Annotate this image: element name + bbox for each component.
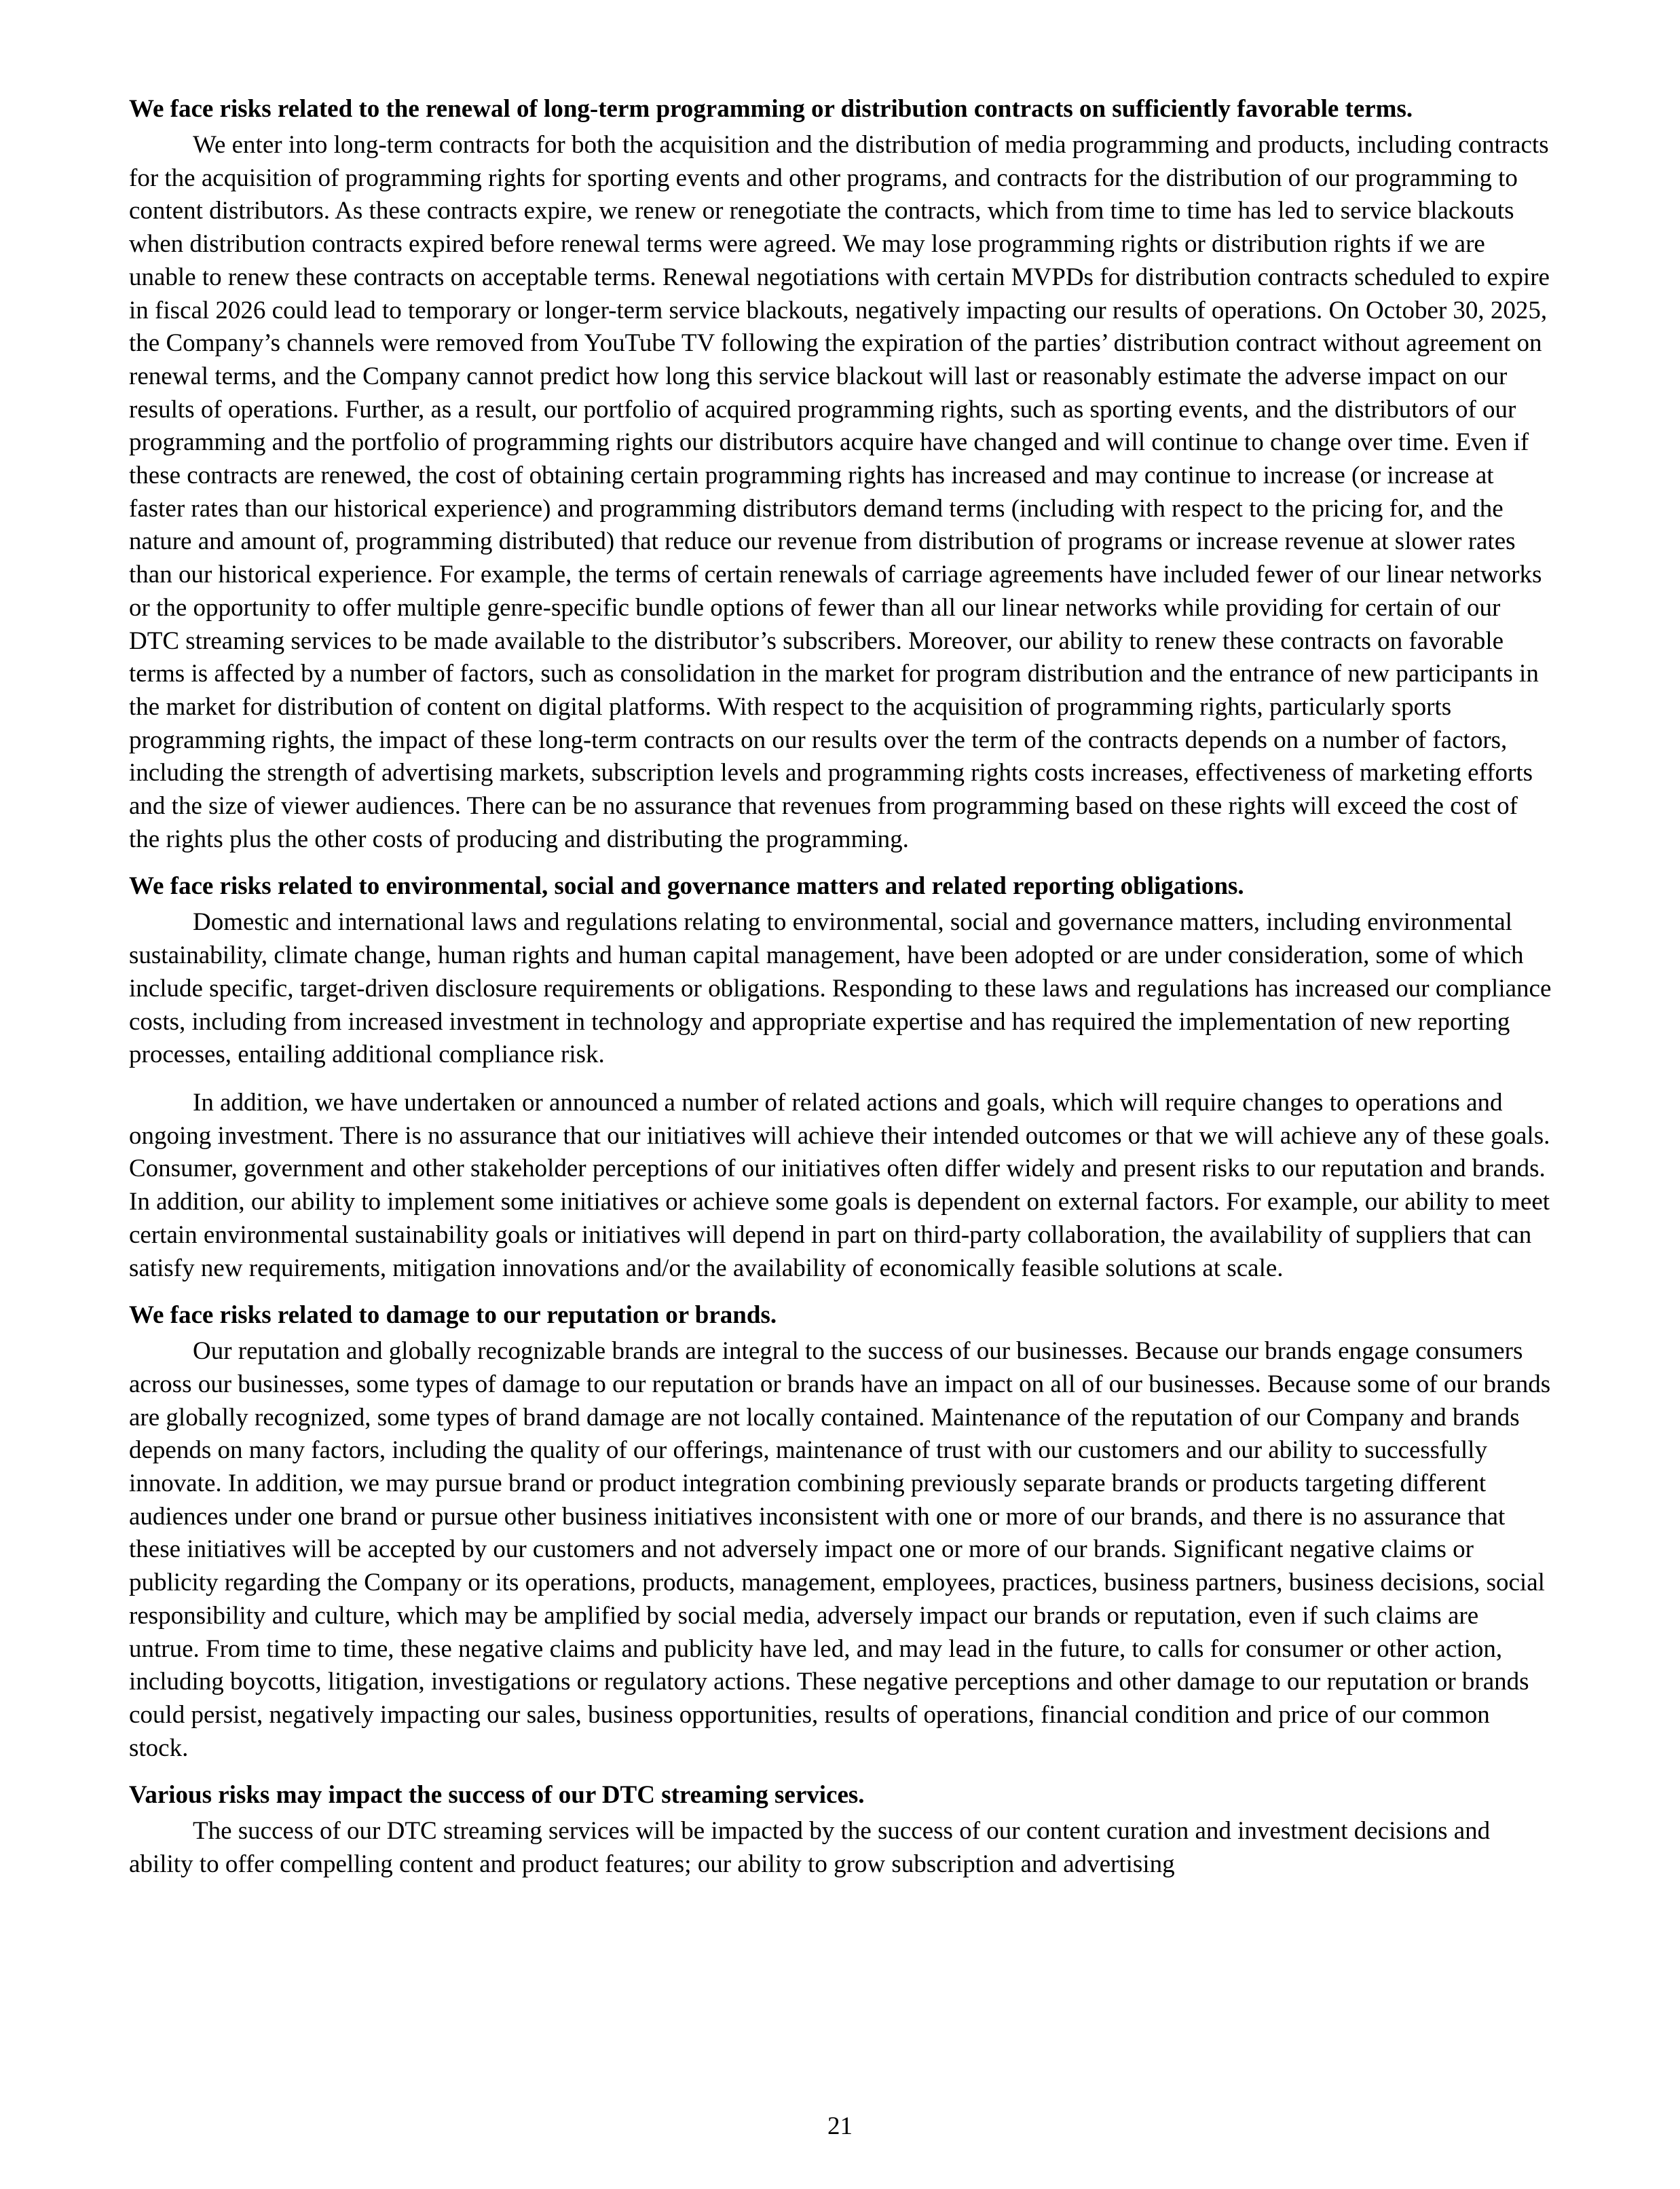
section-heading: We face risks related to the renewal of long-term programming or distribution contracts on sufficiently favorable terms. — [129, 95, 1413, 123]
section-programming-contracts — [129, 94, 1553, 856]
section-esg-matters — [129, 871, 1553, 1285]
section-dtc-streaming — [129, 1780, 1553, 1881]
section-reputation-brands — [129, 1300, 1553, 1765]
section-heading: We face risks related to environmental, social and governance matters and related reporting obligations. — [129, 872, 1244, 901]
paragraph: We enter into long-term contracts for both the acquisition and the distribution of media programming and products, including contracts for the acquisition of programming rights for sporting events and other programs, and contracts for the distribution of our programming to content distributors. As these contracts expire, we renew or renegotiate the contracts, which from time to time has led to service blackouts when distribution contracts expired before renewal terms were agreed. We may lose programming rights or distribution rights if we are unable to renew these contracts on acceptable terms. Renewal negotiations with certain MVPDs for distribution contracts scheduled to expire in fiscal 2026 could lead to temporary or longer-term service blackouts, negatively impacting our results of operations. On October 30, 2025, the Company’s channels were removed from YouTube TV following the expiration of the parties’ distribution contract without agreement on renewal terms, and the Company cannot predict how long this service blackout will last or reasonably estimate the adverse impact on our results of operations. Further, as a result, our portfolio of acquired programming rights, such as sporting events, and the distributors of our programming and the portfolio of programming rights our distributors acquire have changed and will continue to change over time. Even if these contracts are renewed, the cost of obtaining certain programming rights has increased and may continue to increase (or increase at faster rates than our historical experience) and programming distributors demand terms (including with respect to the pricing for, and the nature and amount of, programming distributed) that reduce our revenue from distribution of programs or increase revenue at slower rates than our historical experience. For example, the terms of certain renewals of carriage agreements have included fewer of our linear networks or the opportunity to offer multiple genre-specific bundle options of fewer than all our linear networks while providing for certain of our DTC streaming services to be made available to the distributor’s subscribers. Moreover, our ability to renew these contracts on favorable terms is affected by a number of factors, such as consolidation in the market for program distribution and the entrance of new participants in the market for distribution of content on digital platforms. With respect to the acquisition of programming rights, particularly sports programming rights, the impact of these long-term contracts on our results over the term of the contracts depends on a number of factors, including the strength of advertising markets, subscription levels and programming rights costs increases, effectiveness of marketing efforts and the size of viewer audiences. There can be no assurance that revenues from programming based on these rights will exceed the cost of the rights plus the other costs of producing and distributing the programming. — [129, 131, 1550, 853]
document-page — [129, 94, 1553, 1882]
paragraph: In addition, we have undertaken or announced a number of related actions and goals, which will require changes to operations and ongoing investment. There is no assurance that our initiatives will achieve their intended outcomes or that we will achieve any of these goals. Consumer, government and other stakeholder perceptions of our initiatives often differ widely and present risks to our reputation and brands. In addition, our ability to implement some initiatives or achieve some goals is dependent on external factors. For example, our ability to meet certain environmental sustainability goals or initiatives will depend in part on third-party collaboration, the availability of suppliers that can satisfy new requirements, mitigation innovations and/or the availability of economically feasible solutions at scale. — [129, 1088, 1550, 1282]
page-number: 21 — [827, 2112, 853, 2140]
paragraph: The success of our DTC streaming services will be impacted by the success of our content curation and investment decisions and ability to offer compelling content and product features; our ability to grow subscription and advertising — [129, 1817, 1491, 1879]
paragraph: Our reputation and globally recognizable brands are integral to the success of our businesses. Because our brands engage consumers across our businesses, some types of damage to our reputation or brands have an impact on all of our businesses. Because some of our brands are globally recognized, some types of brand damage are not locally contained. Maintenance of the reputation of our Company and brands depends on many factors, including the quality of our offerings, maintenance of trust with our customers and our ability to successfully innovate. In addition, we may pursue brand or product integration combining previously separate brands or products targeting different audiences under one brand or pursue other business initiatives inconsistent with one or more of our brands, and there is no assurance that these initiatives will be accepted by our customers and not adversely impact one or more of our brands. Significant negative claims or publicity regarding the Company or its operations, products, management, employees, practices, business partners, business decisions, social responsibility and culture, which may be amplified by social media, adversely impact our brands or reputation, even if such claims are untrue. From time to time, these negative claims and publicity have led, and may lead in the future, to calls for consumer or other action, including boycotts, litigation, investigations or regulatory actions. These negative perceptions and other damage to our reputation or brands could persist, negatively impacting our sales, business opportunities, results of operations, financial condition and price of our common stock. — [129, 1337, 1551, 1762]
section-heading: Various risks may impact the success of our DTC streaming services. — [129, 1781, 865, 1810]
section-heading: We face risks related to damage to our reputation or brands. — [129, 1301, 777, 1330]
paragraph: Domestic and international laws and regulations relating to environmental, social and governance matters, including environmental sustainability, climate change, human rights and human capital management, have been adopted or are under consideration, some of which include specific, target-driven disclosure requirements or obligations. Responding to these laws and regulations has increased our compliance costs, including from increased investment in technology and appropriate expertise and has required the implementation of new reporting processes, entailing additional compliance risk. — [129, 908, 1552, 1069]
